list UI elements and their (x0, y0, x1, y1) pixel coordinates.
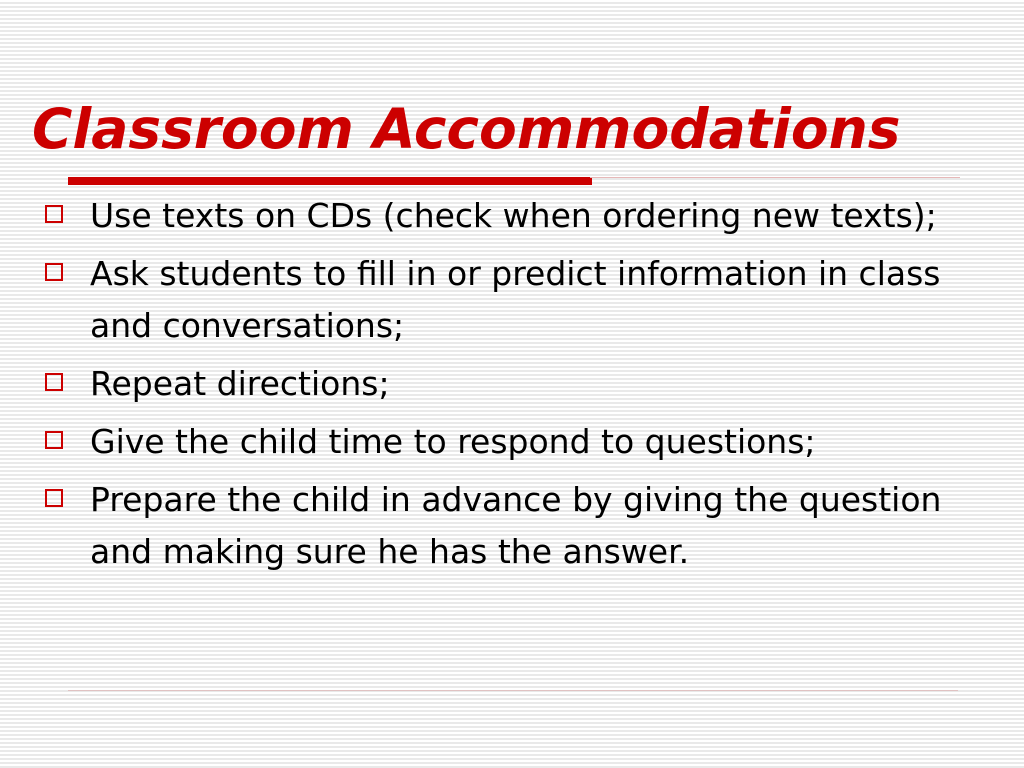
bullet-text: Use texts on CDs (check when ordering new texts); (90, 196, 937, 235)
list-item (42, 358, 1002, 410)
list-item (42, 416, 1002, 468)
bullet-text: Give the child time to respond to questions; (90, 422, 816, 461)
hollow-square-bullet-icon (45, 373, 63, 391)
title-divider-line (590, 177, 960, 178)
list-item (42, 190, 1002, 242)
slide-title: Classroom Accommodations (32, 97, 901, 161)
hollow-square-bullet-icon (45, 263, 63, 281)
bullet-list (42, 190, 1002, 584)
title-underline-bar (68, 177, 592, 185)
hollow-square-bullet-icon (45, 431, 63, 449)
list-item (42, 474, 1002, 578)
bullet-text: Repeat directions; (90, 364, 390, 403)
bullet-text: Prepare the child in advance by giving the question and making sure he has the answer. (90, 480, 942, 571)
hollow-square-bullet-icon (45, 205, 63, 223)
hollow-square-bullet-icon (45, 489, 63, 507)
bullet-text: Ask students to fill in or predict information in class and conversations; (90, 254, 941, 345)
footer-divider-line (68, 690, 958, 691)
list-item (42, 248, 1002, 352)
